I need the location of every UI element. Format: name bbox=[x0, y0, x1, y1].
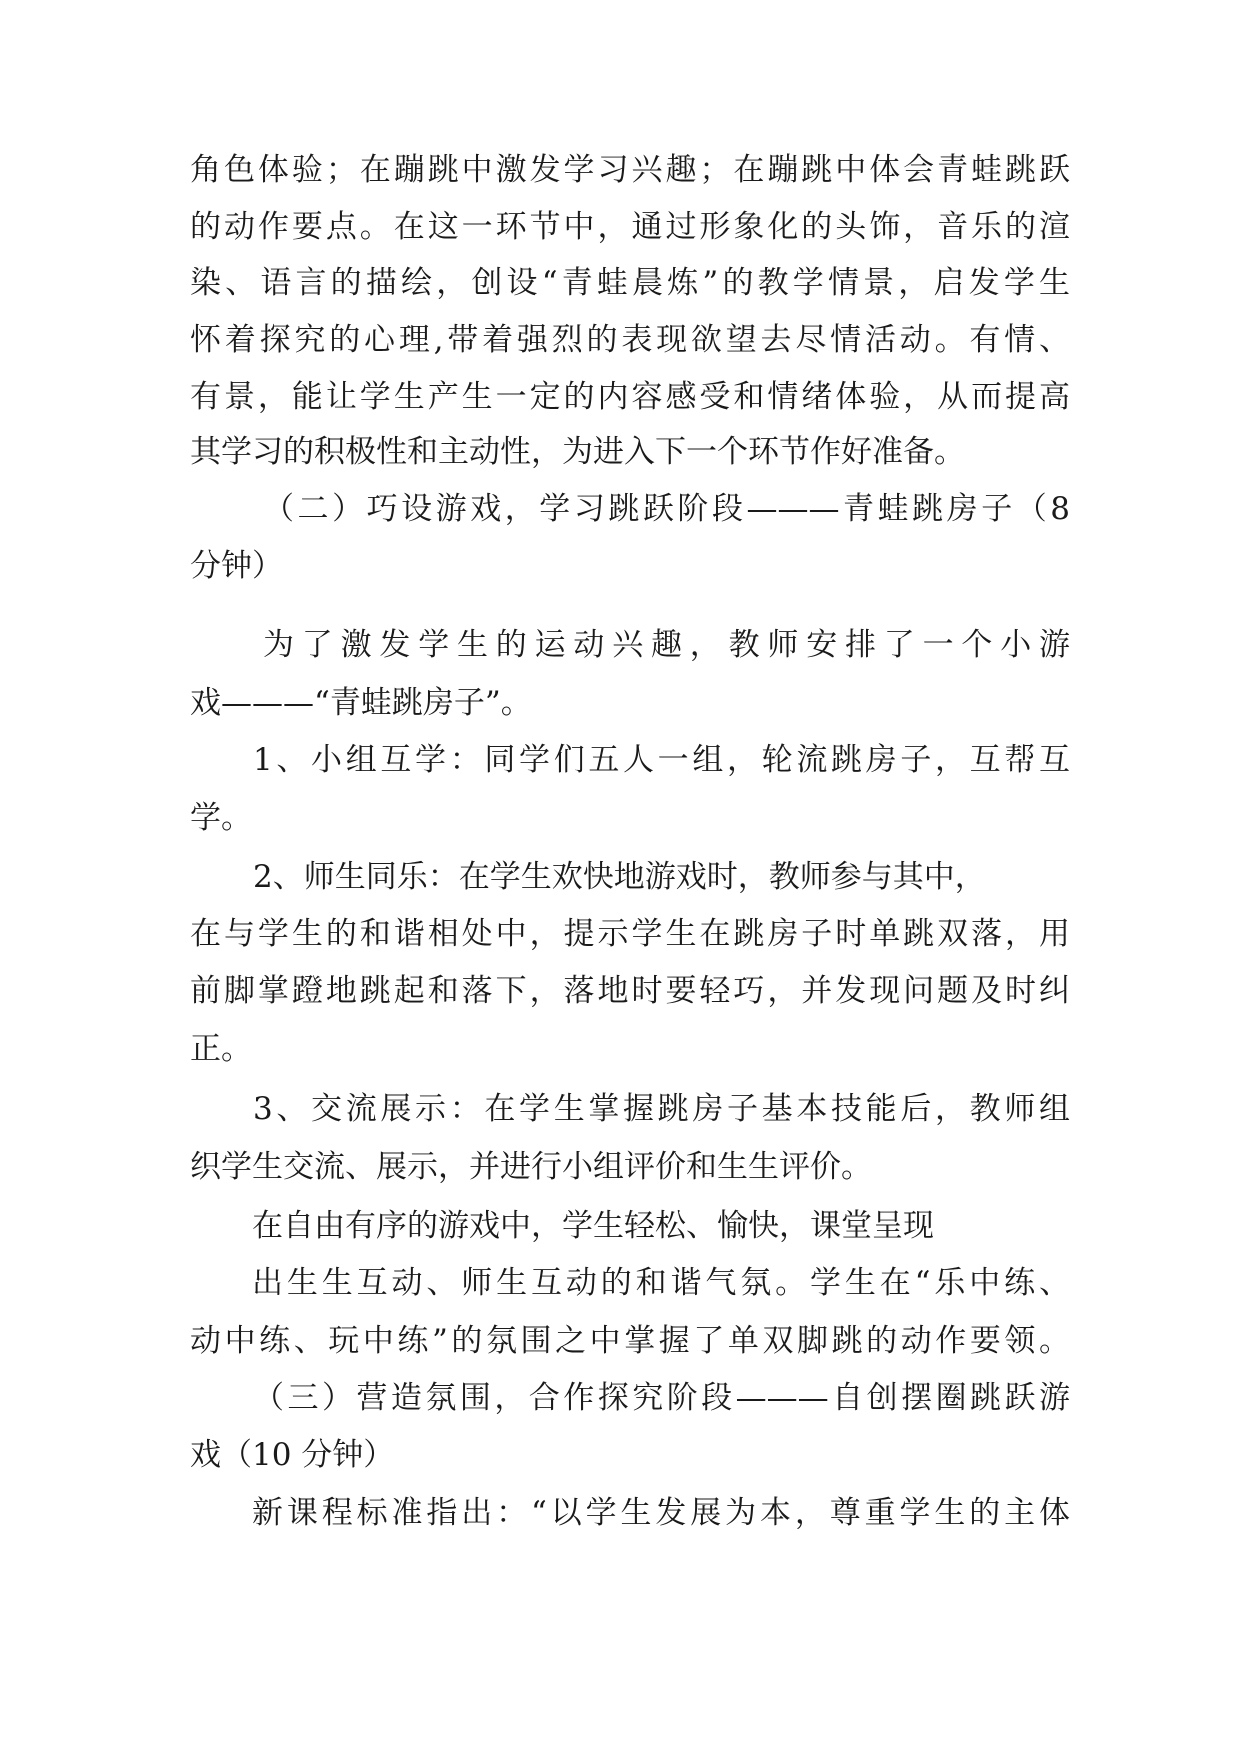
list-item: 正。 bbox=[190, 1031, 252, 1067]
paragraph-line: 的动作要点。在这一环节中，通过形象化的头饰，音乐的渲 bbox=[190, 209, 1070, 245]
list-item: 在与学生的和谐相处中，提示学生在跳房子时单跳双落，用 bbox=[190, 916, 1070, 952]
paragraph-line: 出生生互动、师生互动的和谐气氛。学生在“乐中练、 bbox=[252, 1265, 1070, 1301]
paragraph-line: 其学习的积极性和主动性，为进入下一个环节作好准备。 bbox=[190, 434, 965, 470]
paragraph-line: 为了激发学生的运动兴趣，教师安排了一个小游 bbox=[263, 627, 1070, 663]
list-item: 织学生交流、展示，并进行小组评价和生生评价。 bbox=[190, 1149, 872, 1185]
paragraph-line: 新课程标准指出：“以学生发展为本，尊重学生的主体 bbox=[252, 1495, 1070, 1531]
list-item: 学。 bbox=[190, 800, 252, 836]
paragraph-line: 怀着探究的心理,带着强烈的表现欲望去尽情活动。有情、 bbox=[190, 322, 1070, 358]
section-heading: 分钟） bbox=[190, 548, 283, 584]
section-heading: 戏（10 分钟） bbox=[190, 1437, 395, 1473]
paragraph-line: 角色体验；在蹦跳中激发学习兴趣；在蹦跳中体会青蛙跳跃 bbox=[190, 152, 1070, 188]
paragraph-line: 染、语言的描绘，创设“青蛙晨炼”的教学情景，启发学生 bbox=[190, 265, 1070, 301]
paragraph-line: 有景，能让学生产生一定的内容感受和情绪体验，从而提高 bbox=[190, 379, 1070, 415]
paragraph-line: 戏———“青蛙跳房子”。 bbox=[190, 685, 532, 721]
list-item: 前脚掌蹬地跳起和落下，落地时要轻巧，并发现问题及时纠 bbox=[190, 973, 1070, 1009]
section-heading: （二）巧设游戏，学习跳跃阶段———青蛙跳房子（8 bbox=[263, 491, 1070, 527]
list-item: 1、小组互学：同学们五人一组，轮流跳房子，互帮互 bbox=[253, 742, 1070, 778]
paragraph-line: 动中练、玩中练”的氛围之中掌握了单双脚跳的动作要领。 bbox=[190, 1323, 1070, 1359]
list-item: 3、交流展示：在学生掌握跳房子基本技能后，教师组 bbox=[253, 1091, 1070, 1127]
paragraph-line: 在自由有序的游戏中，学生轻松、愉快，课堂呈现 bbox=[252, 1208, 934, 1244]
list-item: 2、师生同乐：在学生欢快地游戏时，教师参与其中， bbox=[253, 859, 986, 895]
section-heading: （三）营造氛围，合作探究阶段———自创摆圈跳跃游 bbox=[253, 1380, 1070, 1416]
